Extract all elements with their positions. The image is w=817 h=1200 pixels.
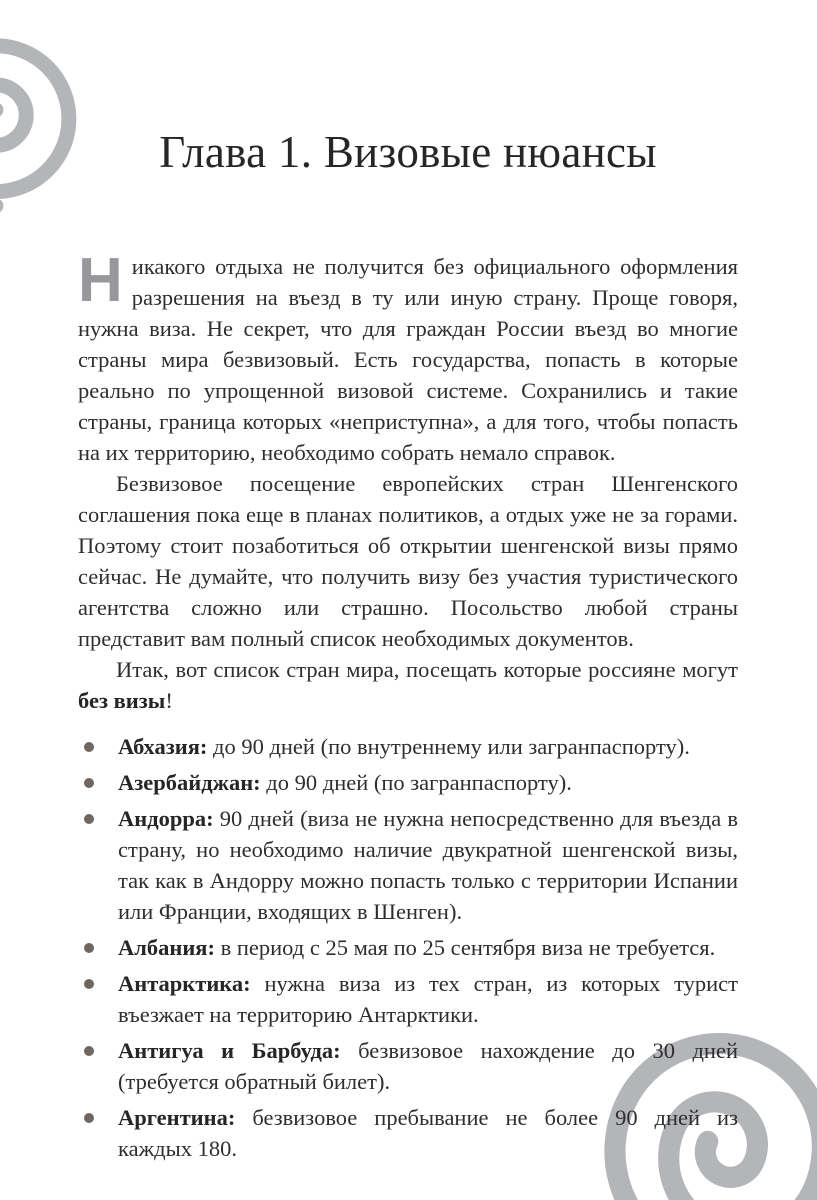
list-item-azerbaijan — [78, 767, 738, 798]
country-name: Антигуа и Барбуда: — [118, 1038, 341, 1063]
visa-free-country-list — [78, 731, 738, 1164]
bullet-icon — [84, 943, 94, 953]
list-item-andorra — [78, 803, 738, 927]
lead-text-before: Итак, вот список стран мира, посещать которые россияне могут — [116, 657, 738, 682]
bullet-icon — [84, 742, 94, 752]
list-item-antigua-barbuda — [78, 1035, 738, 1097]
spiral-decoration-top-left-icon — [0, 28, 92, 220]
bullet-icon — [84, 1046, 94, 1056]
country-detail: безвизовое нахождение до 30 дней (требуется обратный билет). — [118, 1038, 738, 1094]
country-detail: безвизовое пребывание не более 90 дней из каждых 180. — [118, 1105, 738, 1161]
country-name: Азербайджан: — [118, 770, 261, 795]
country-detail: 90 дней (виза не нужна непосредственно для въезда в страну, но необходимо наличие двукратной шенгенской визы, так как в Андорру можно попасть только с территории Испании или Франции, входящих в Шенген). — [118, 806, 738, 924]
country-detail: в период с 25 мая по 25 сентября виза не требуется. — [214, 935, 716, 960]
list-item-abkhazia — [78, 731, 738, 762]
bullet-icon — [84, 814, 94, 824]
paragraph-intro — [78, 246, 738, 468]
bullet-icon — [84, 979, 94, 989]
country-name: Албания: — [118, 935, 215, 960]
page-body — [78, 246, 738, 1169]
country-detail: нужна виза из тех стран, из которых турист въезжает на территорию Антарктики. — [118, 971, 738, 1027]
paragraph-schengen: Безвизовое посещение европейских стран Шенгенского соглашения пока еще в планах политиков, а отдых уже не за горами. Поэтому стоит позаботиться об открытии шенгенской визы прямо сейчас. Не думайте, что получить визу без участия туристического агентства сложно или страшно. Посольство любой страны представит вам полный список необходимых документов. — [78, 471, 738, 651]
list-item-albania — [78, 932, 738, 963]
country-detail: до 90 дней (по загранпаспорту). — [260, 770, 572, 795]
chapter-title: Глава 1. Визовые нюансы — [159, 127, 657, 177]
lead-text-after: ! — [165, 688, 173, 713]
lead-bold-text: без визы — [78, 688, 166, 713]
country-detail: до 90 дней (по внутреннему или загранпаспорту). — [207, 734, 690, 759]
paragraph-intro-text: икакого отдыха не получится без официального оформления разрешения на въезд в ту или иную страну. Проще говоря, нужна виза. Не секрет, что для граждан России въезд во многие страны мира безвизовый. Есть государства, попасть в которые реально по упрощенной визовой системе. Сохранились и такие страны, граница которых «неприступна», а для того, чтобы попасть на их территорию, необходимо собрать немало справок. — [78, 254, 738, 465]
list-item-antarctica — [78, 968, 738, 1030]
bullet-icon — [84, 1113, 94, 1123]
country-name: Аргентина: — [118, 1105, 236, 1130]
country-name: Антарктика: — [118, 971, 251, 996]
paragraph-list-lead — [78, 654, 738, 716]
list-item-argentina — [78, 1102, 738, 1164]
country-name: Абхазия: — [118, 734, 208, 759]
country-name: Андорра: — [118, 806, 214, 831]
drop-cap: Н — [78, 246, 123, 315]
bullet-icon — [84, 778, 94, 788]
